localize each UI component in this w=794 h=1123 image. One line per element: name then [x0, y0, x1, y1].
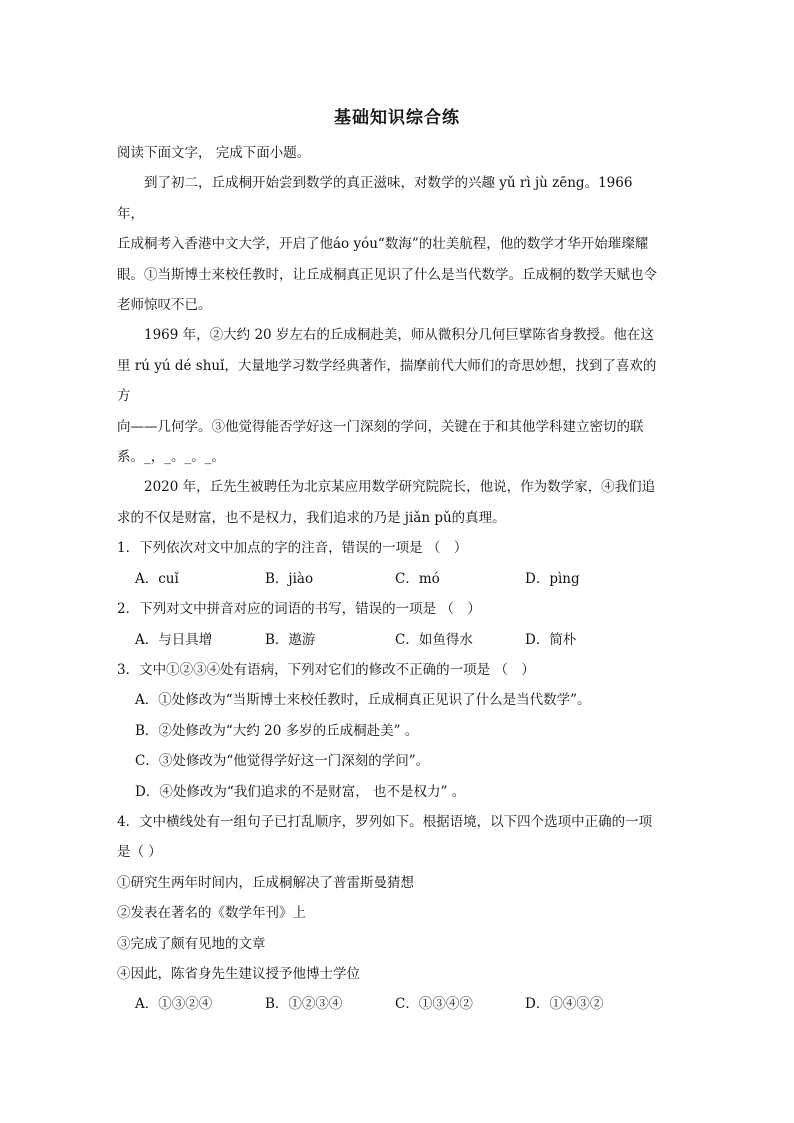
- q4-option-c: C．①③④②: [395, 996, 473, 1013]
- q3-option-b: B．②处修改为“大约 20 多岁的丘成桐赴美” 。: [135, 722, 419, 739]
- q2-option-b: B．遨游: [265, 631, 316, 648]
- passage-p2-line4: 系。_，_。_。_。: [117, 449, 225, 466]
- q4-item-1: ①研究生两年时间内，丘成桐解决了普雷斯曼猜想: [117, 874, 414, 891]
- q4-option-b: B．①②③④: [265, 996, 343, 1013]
- q4-stem-line2: 是（ ）: [117, 844, 162, 861]
- q1-option-c: C．mó: [395, 570, 440, 587]
- question-1: [117, 533, 659, 594]
- q4-option-a: A．①③②④: [135, 996, 213, 1013]
- q1-option-a: A．cuǐ: [135, 570, 179, 587]
- q4-item-3: ③完成了颇有见地的文章: [117, 935, 266, 952]
- q4-item-2: ②发表在著名的《数学年刊》上: [117, 905, 306, 922]
- q1-option-d: D．pìng: [525, 570, 580, 587]
- passage: [117, 168, 659, 533]
- q2-option-d: D．简朴: [525, 631, 577, 648]
- instruction: 阅读下面文字， 完成下面小题。: [117, 145, 311, 161]
- q2-stem: 2．下列对文中拼音对应的词语的书写，错误的一项是 （ ）: [117, 601, 481, 618]
- q1-options: [117, 564, 659, 594]
- q4-option-d: D．①④③②: [525, 996, 604, 1013]
- q1-option-b: B．jiào: [265, 570, 314, 587]
- q3-option-d: D．④处修改为“我们追求的不是财富， 也不是权力” 。: [135, 783, 466, 800]
- q4-options: [117, 989, 659, 1019]
- q4-item-4: ④因此，陈省身先生建议授予他博士学位: [117, 965, 360, 982]
- passage-p2-line3: 向——几何学。③他觉得能否学好这一门深刻的学问，关键在于和其他学科建立密切的联: [117, 418, 644, 435]
- document-body: [117, 138, 659, 1020]
- passage-p1-line1: 到了初二，丘成桐开始尝到数学的真正滋味，对数学的兴趣 yǔ rì jù zēng。1966 年，: [117, 175, 633, 222]
- q1-stem: 1．下列依次对文中加点的字的注音，错误的一项是 （ ）: [117, 540, 468, 557]
- question-4: [117, 807, 659, 1020]
- passage-p3-line2: 求的不仅是财富，也不是权力，我们追求的乃是 jiǎn pǔ的真理。: [117, 509, 506, 526]
- q3-stem: 3．文中①②③④处有语病，下列对它们的修改不正确的一项是 （ ）: [117, 661, 535, 678]
- q3-option-c: C．③处修改为“他觉得学好这一门深刻的学问”。: [135, 753, 430, 770]
- passage-p2-line1: 1969 年，②大约 20 岁左右的丘成桐赴美，师从微积分几何巨擘陈省身教授。他在这: [144, 327, 654, 344]
- q2-option-c: C．如鱼得水: [395, 631, 473, 648]
- passage-p3-line1: 2020 年，丘先生被聘任为北京某应用数学研究院院长，他说，作为数学家，④我们追: [144, 479, 656, 496]
- question-3: [117, 655, 659, 807]
- page-title: 基础知识综合练: [334, 108, 460, 128]
- question-2: [117, 594, 659, 655]
- passage-p1-line2: 丘成桐考入香港中文大学，开启了他áo yóu“数海”的壮美航程，他的数学才华开始璀璨耀: [117, 236, 649, 253]
- passage-p1-line3: 眼。①当斯博士来校任教时，让丘成桐真正见识了什么是当代数学。丘成桐的数学天赋也令: [117, 266, 657, 283]
- passage-p1-line4: 老师惊叹不已。: [117, 297, 212, 314]
- q2-options: [117, 625, 659, 655]
- passage-p2-line2: 里 rú yú dé shuǐ，大量地学习数学经典著作，揣摩前代大师们的奇思妙想，找到了喜欢的方: [117, 357, 657, 405]
- q4-stem-line1: 4．文中横线处有一组句子已打乱顺序，罗列如下。根据语境，以下四个选项中正确的一项: [117, 813, 653, 830]
- q3-option-a: A．①处修改为“当斯博士来校任教时，丘成桐真正见识了什么是当代数学”。: [135, 692, 591, 709]
- q2-option-a: A．与日具增: [135, 631, 213, 648]
